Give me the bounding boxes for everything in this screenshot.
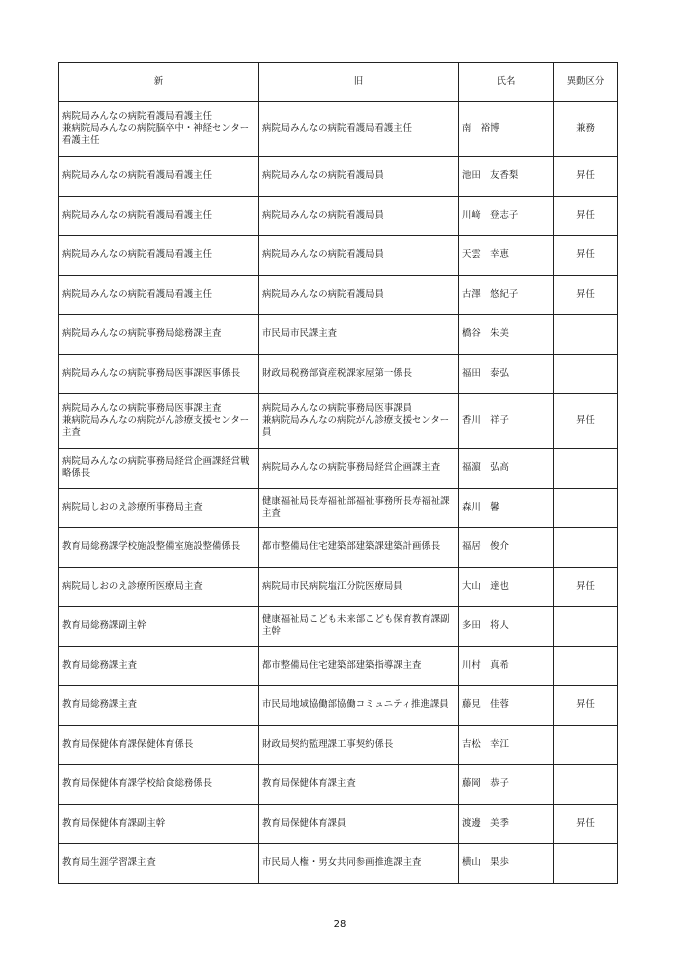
header-type: 異動区分 bbox=[554, 63, 618, 102]
old-position: 市民局市民課主査 bbox=[259, 315, 459, 355]
old-position: 健康福祉局こども未来部こども保育教育課副主幹 bbox=[259, 607, 459, 647]
new-position: 病院局しおのえ診療所事務局主査 bbox=[59, 488, 259, 528]
new-position: 教育局総務課学校施設整備室施設整備係長 bbox=[59, 528, 259, 568]
old-position: 健康福祉局長寿福祉部福祉事務所長寿福祉課主査 bbox=[259, 488, 459, 528]
table-row bbox=[59, 315, 618, 355]
table-row bbox=[59, 646, 618, 686]
change-type bbox=[554, 354, 618, 394]
person-name: 南 裕博 bbox=[459, 102, 554, 157]
table-row bbox=[59, 725, 618, 765]
old-position: 病院局みんなの病院看護局員 bbox=[259, 196, 459, 236]
new-position: 病院局みんなの病院事務局経営企画課経営戦略係長 bbox=[59, 449, 259, 489]
table-header-row bbox=[59, 63, 618, 102]
header-new: 新 bbox=[59, 63, 259, 102]
new-position: 病院局みんなの病院看護局看護主任 bbox=[59, 236, 259, 276]
old-position: 教育局保健体育課員 bbox=[259, 804, 459, 844]
person-name: 横山 果歩 bbox=[459, 844, 554, 884]
old-position: 病院局みんなの病院看護局員 bbox=[259, 157, 459, 197]
change-type: 昇任 bbox=[554, 686, 618, 726]
table-row bbox=[59, 686, 618, 726]
table-row bbox=[59, 157, 618, 197]
table-row bbox=[59, 567, 618, 607]
table-row bbox=[59, 275, 618, 315]
person-name: 多田 将人 bbox=[459, 607, 554, 647]
table-row bbox=[59, 394, 618, 449]
new-position: 病院局みんなの病院事務局総務課主査 bbox=[59, 315, 259, 355]
new-position: 病院局みんなの病院看護局看護主任 兼病院局みんなの病院脳卒中・神経センター看護主任 bbox=[59, 102, 259, 157]
person-name: 川村 真希 bbox=[459, 646, 554, 686]
old-position: 病院局みんなの病院事務局医事課員 兼病院局みんなの病院がん診療支援センター員 bbox=[259, 394, 459, 449]
change-type bbox=[554, 528, 618, 568]
new-position: 教育局保健体育課副主幹 bbox=[59, 804, 259, 844]
table-row bbox=[59, 236, 618, 276]
table-row bbox=[59, 196, 618, 236]
person-name: 吉松 幸江 bbox=[459, 725, 554, 765]
change-type: 昇任 bbox=[554, 804, 618, 844]
person-name: 福濵 弘高 bbox=[459, 449, 554, 489]
old-position: 財政局契約監理課工事契約係長 bbox=[259, 725, 459, 765]
new-position: 教育局保健体育課保健体育係長 bbox=[59, 725, 259, 765]
table-row bbox=[59, 528, 618, 568]
person-name: 天雲 幸恵 bbox=[459, 236, 554, 276]
new-position: 病院局みんなの病院事務局医事課主査 兼病院局みんなの病院がん診療支援センター主査 bbox=[59, 394, 259, 449]
old-position: 市民局地域協働部協働コミュニティ推進課員 bbox=[259, 686, 459, 726]
change-type bbox=[554, 449, 618, 489]
table-row bbox=[59, 102, 618, 157]
new-position: 教育局総務課主査 bbox=[59, 646, 259, 686]
new-position: 病院局みんなの病院事務局医事課医事係長 bbox=[59, 354, 259, 394]
table-row bbox=[59, 449, 618, 489]
new-position: 教育局総務課主査 bbox=[59, 686, 259, 726]
header-old: 旧 bbox=[259, 63, 459, 102]
new-position: 教育局生涯学習課主査 bbox=[59, 844, 259, 884]
person-name: 渡邊 美季 bbox=[459, 804, 554, 844]
old-position: 病院局みんなの病院看護局員 bbox=[259, 275, 459, 315]
change-type: 昇任 bbox=[554, 157, 618, 197]
header-name: 氏名 bbox=[459, 63, 554, 102]
new-position: 病院局みんなの病院看護局看護主任 bbox=[59, 157, 259, 197]
change-type bbox=[554, 607, 618, 647]
old-position: 病院局市民病院塩江分院医療局員 bbox=[259, 567, 459, 607]
change-type: 昇任 bbox=[554, 236, 618, 276]
table-row bbox=[59, 844, 618, 884]
change-type bbox=[554, 844, 618, 884]
person-name: 福田 泰弘 bbox=[459, 354, 554, 394]
old-position: 教育局保健体育課主査 bbox=[259, 765, 459, 805]
change-type bbox=[554, 488, 618, 528]
old-position: 病院局みんなの病院看護局看護主任 bbox=[259, 102, 459, 157]
person-name: 藤見 佳蓉 bbox=[459, 686, 554, 726]
table-row bbox=[59, 354, 618, 394]
person-name: 福居 俊介 bbox=[459, 528, 554, 568]
change-type bbox=[554, 725, 618, 765]
person-name: 藤岡 恭子 bbox=[459, 765, 554, 805]
old-position: 病院局みんなの病院事務局経営企画課主査 bbox=[259, 449, 459, 489]
old-position: 財政局税務部資産税課家屋第一係長 bbox=[259, 354, 459, 394]
change-type: 昇任 bbox=[554, 394, 618, 449]
person-name: 香川 祥子 bbox=[459, 394, 554, 449]
table-row bbox=[59, 607, 618, 647]
new-position: 病院局しおのえ診療所医療局主査 bbox=[59, 567, 259, 607]
page-number: 28 bbox=[333, 919, 347, 930]
change-type bbox=[554, 646, 618, 686]
change-type: 昇任 bbox=[554, 275, 618, 315]
change-type bbox=[554, 765, 618, 805]
old-position: 都市整備局住宅建築部建築指導課主査 bbox=[259, 646, 459, 686]
new-position: 教育局保健体育課学校給食総務係長 bbox=[59, 765, 259, 805]
change-type: 兼務 bbox=[554, 102, 618, 157]
personnel-table bbox=[58, 62, 618, 884]
table-row bbox=[59, 804, 618, 844]
person-name: 大山 達也 bbox=[459, 567, 554, 607]
new-position: 教育局総務課副主幹 bbox=[59, 607, 259, 647]
table-row bbox=[59, 488, 618, 528]
person-name: 池田 友香梨 bbox=[459, 157, 554, 197]
change-type bbox=[554, 315, 618, 355]
person-name: 橋谷 朱美 bbox=[459, 315, 554, 355]
change-type: 昇任 bbox=[554, 567, 618, 607]
table-row bbox=[59, 765, 618, 805]
change-type: 昇任 bbox=[554, 196, 618, 236]
old-position: 病院局みんなの病院看護局員 bbox=[259, 236, 459, 276]
person-name: 古澤 悠紀子 bbox=[459, 275, 554, 315]
person-name: 川﨑 登志子 bbox=[459, 196, 554, 236]
new-position: 病院局みんなの病院看護局看護主任 bbox=[59, 275, 259, 315]
person-name: 森川 馨 bbox=[459, 488, 554, 528]
old-position: 市民局人権・男女共同参画推進課主査 bbox=[259, 844, 459, 884]
old-position: 都市整備局住宅建築部建築課建築計画係長 bbox=[259, 528, 459, 568]
new-position: 病院局みんなの病院看護局看護主任 bbox=[59, 196, 259, 236]
